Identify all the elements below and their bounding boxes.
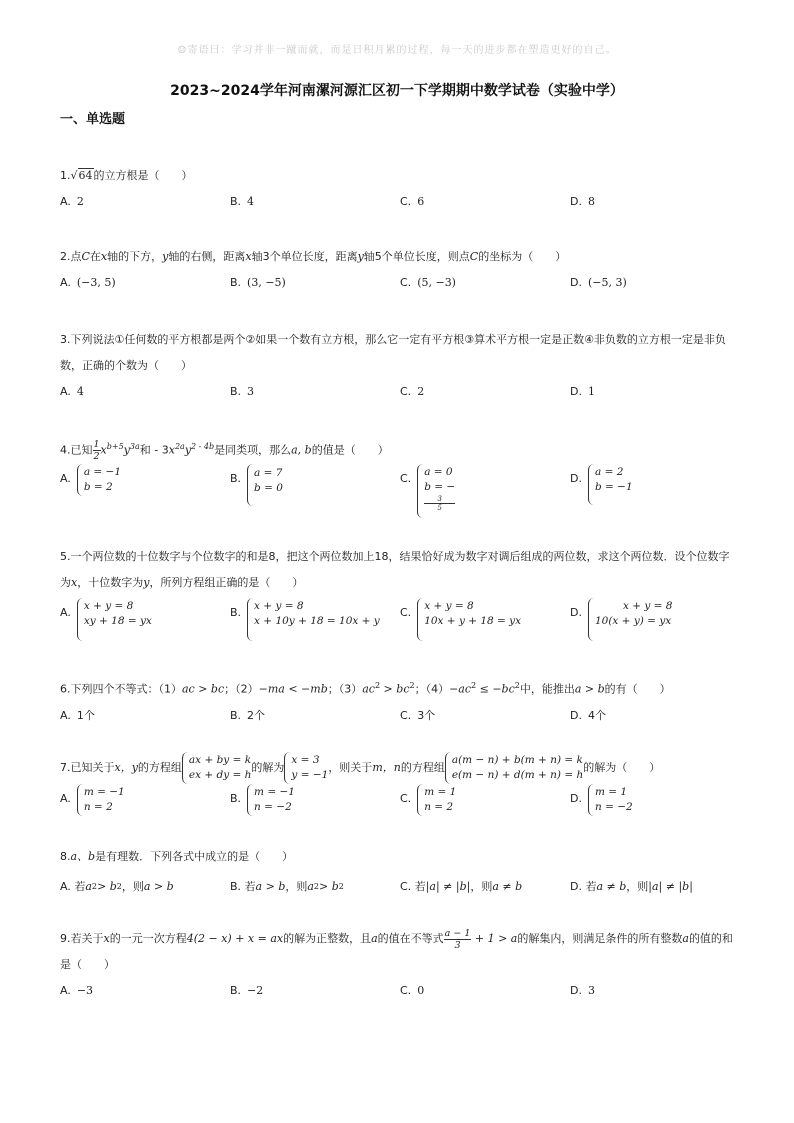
option-a[interactable]: A. m = −1 n = 2 [60, 784, 230, 816]
option-a[interactable]: A. 4 [60, 385, 84, 398]
options [60, 270, 740, 296]
question-stem: 9.若关于x的一元一次方程4(2 − x) + x = ax的解为正整数，且a的值在不等式 $\frac{a - 1}{3}$ + 1 > a的解集内，则满足条件的所有整数a的值的和是（ ） [60, 927, 733, 971]
option-a[interactable]: A. 若 a 2 > b 2 ，则 a > b [60, 880, 174, 893]
watermark-motto: ☺寄语曰：学习并非一蹴而就，而是日积月累的过程，每一天的进步都在塑造更好的自己。 [177, 45, 617, 56]
question-2 [60, 244, 740, 296]
question-stem: 5.一个两位数的十位数字与个位数字的和是8，把这个两位数加上18，结果恰好成为数字对调后组成的两位数，求这个两位数．设个位数字为x，十位数字为y，所列方程组正确的是（ ） [60, 550, 730, 589]
question-stem: 3.下列说法①任何数的平方根都是两个②如果一个数有立方根，那么它一定有平方根③算术平方根一定是正数④非负数的立方根一定是非负数，正确的个数为（ ） [60, 333, 726, 372]
fraction: $\frac{1}{2}$ [93, 439, 100, 463]
equation-system: m = −1 n = −2 [247, 784, 295, 816]
option-d[interactable]: D. 4个 [570, 708, 606, 722]
option-d[interactable]: D. (−5, 3) [570, 276, 627, 289]
equation-system: a = 7 b = 0 [247, 464, 283, 506]
option-d[interactable]: D. 1 [570, 385, 595, 398]
fraction: $\frac{a - 1}{3}$ [444, 927, 471, 951]
question-6 [60, 673, 740, 729]
question-4 [60, 434, 740, 518]
option-b[interactable]: B. (3, −5) [230, 276, 286, 289]
option-b[interactable]: B. 4 [230, 195, 255, 208]
option-a[interactable]: A. −3 [60, 984, 94, 997]
option-c[interactable]: C. a = 0 b = − 3 5 [400, 464, 570, 518]
options [60, 978, 740, 1004]
page-title: 2023~2024学年河南漯河源汇区初一下学期期中数学试卷（实验中学） [170, 83, 624, 99]
question-5 [60, 544, 740, 641]
option-c[interactable]: C. 0 [400, 984, 425, 997]
section-heading: 一、单选题 [60, 112, 126, 127]
question-7 [60, 752, 740, 816]
option-b[interactable]: B. 2个 [230, 708, 266, 722]
option-c[interactable]: C. 3个 [400, 708, 436, 722]
option-c[interactable]: C. 6 [400, 195, 425, 208]
equation-system: x = 3 y = −1 [284, 752, 328, 784]
equation-system: a = −1 b = 2 [77, 464, 121, 496]
question-stem: 8.a、b是有理数．下列各式中成立的是（ ） [60, 850, 294, 863]
equation-system: ax + by = k ex + dy = h [182, 752, 252, 784]
question-stem: 4.已知 $\frac{1}{2}$ $x^{b+5}y^{3a}$和 - $3x^{2a}y^{2 - 4b}$是同类项，那么a, b的值是（ ） [60, 439, 389, 463]
option-a[interactable]: A. x + y = 8 xy + 18 = yx [60, 598, 230, 641]
options [60, 784, 740, 816]
option-b[interactable]: B. a = 7 b = 0 [230, 464, 400, 518]
option-b[interactable]: B. x + y = 8 x + 10y + 18 = 10x + y [230, 598, 400, 641]
equation-system: x + y = 8 10(x + y) = yx [588, 598, 672, 641]
question-stem: 6.下列四个不等式：（1）ac > bc；（2）−ma < −mb；$(3)ac^2 > bc^2$；$(4)-ac^2 \le -bc^2$中，能推出a > b的有（ ） [60, 681, 671, 696]
option-c[interactable]: C. m = 1 n = 2 [400, 784, 570, 816]
question-stem: 1.√64的立方根是（ ） [60, 169, 193, 182]
option-a[interactable]: A. (−3, 5) [60, 276, 116, 289]
option-b[interactable]: B. −2 [230, 984, 264, 997]
option-d[interactable]: D. x + y = 8 10(x + y) = yx [570, 598, 740, 641]
options [60, 189, 740, 215]
options [60, 379, 740, 405]
option-d[interactable]: D. 3 [570, 984, 595, 997]
option-c[interactable]: C. x + y = 8 10x + y + 18 = yx [400, 598, 570, 641]
equation-system: x + y = 8 10x + y + 18 = yx [417, 598, 521, 641]
equation-system: a = 2 b = −1 [588, 464, 633, 505]
question-8 [60, 844, 740, 900]
option-a[interactable]: A. 1个 [60, 708, 95, 722]
question-3 [60, 327, 740, 405]
option-d[interactable]: D. m = 1 n = −2 [570, 784, 740, 816]
option-c[interactable]: C. 若 |a| ≠ |b| ，则 a ≠ b [400, 880, 523, 893]
equation-system: m = 1 n = −2 [588, 784, 633, 816]
option-d[interactable]: D. 若 a ≠ b ，则 |a| ≠ |b| [570, 880, 693, 893]
question-stem: 7.已知关于x，y的方程组 ax + by = k ex + dy = h 的解为 x = 3 y = −1 ，则关于m，n的方程组 a(m − n) + b(m + n) = k e(m − n) + d(m + n) = h 的解为（ ） [60, 752, 740, 784]
option-b[interactable]: B. m = −1 n = −2 [230, 784, 400, 816]
question-1 [60, 163, 740, 215]
option-a[interactable]: A. 2 [60, 195, 84, 208]
option-d[interactable]: D. 8 [570, 195, 595, 208]
question-9 [60, 926, 740, 1004]
options [60, 464, 740, 518]
equation-system: a(m − n) + b(m + n) = k e(m − n) + d(m + n) = h [445, 752, 583, 784]
option-c[interactable]: C. 2 [400, 385, 425, 398]
option-c[interactable]: C. (5, −3) [400, 276, 456, 289]
question-stem: 2.点C在x轴的下方，y轴的右侧，距离x轴3个单位长度，距离y轴5个单位长度，则点C的坐标为（ ） [60, 250, 567, 263]
option-b[interactable]: B. 3 [230, 385, 255, 398]
option-b[interactable]: B. 若 a > b ，则 a 2 > b 2 [230, 880, 344, 893]
option-d[interactable]: D. a = 2 b = −1 [570, 464, 740, 518]
equation-system: m = −1 n = 2 [77, 784, 125, 816]
options [60, 598, 740, 641]
options [60, 874, 740, 900]
option-a[interactable]: A. a = −1 b = 2 [60, 464, 230, 518]
equation-system: a = 0 b = − 3 5 [417, 464, 455, 518]
equation-system: x + y = 8 x + 10y + 18 = 10x + y [247, 598, 380, 641]
sqrt-symbol: √64 [70, 169, 93, 182]
equation-system: x + y = 8 xy + 18 = yx [77, 598, 152, 641]
options [60, 703, 740, 729]
equation-system: m = 1 n = 2 [417, 784, 456, 816]
